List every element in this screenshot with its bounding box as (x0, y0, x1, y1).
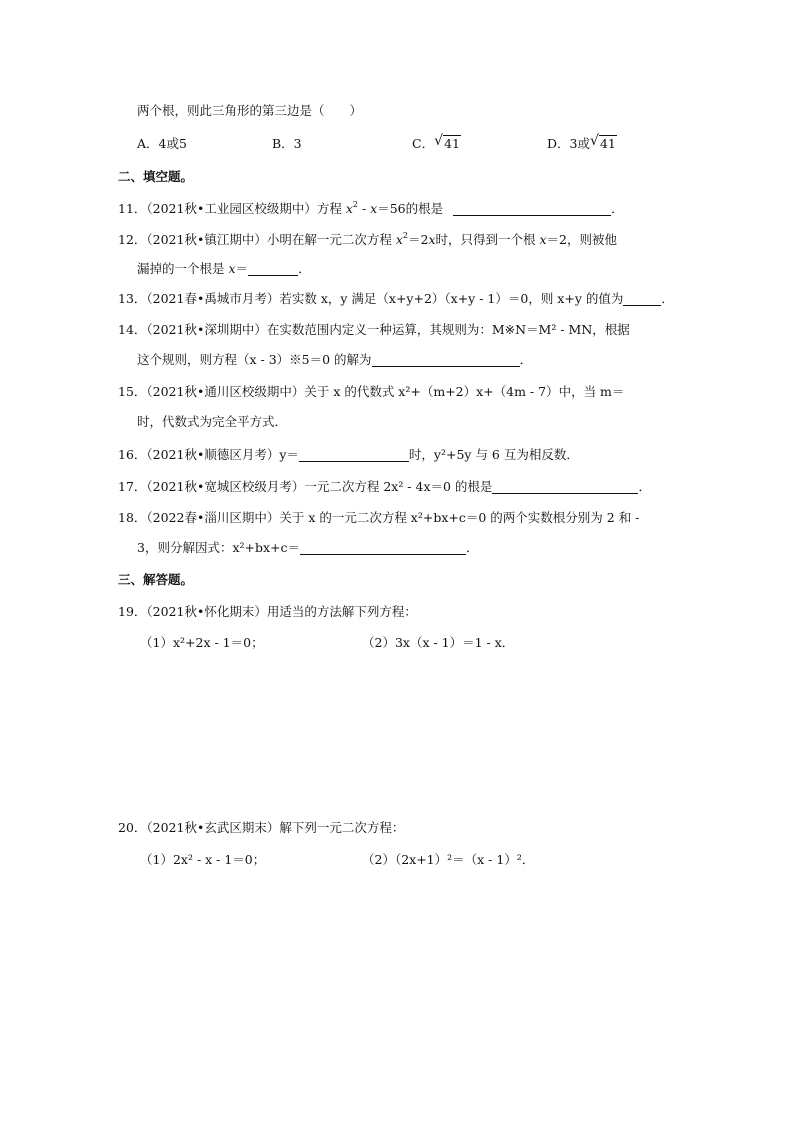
question-15-line-2 (137, 412, 287, 432)
q18-text: 3，则分解因式：x²+bx+c＝ (137, 540, 301, 555)
q12-text-b: ＝2 (407, 232, 429, 247)
sqrt-symbol: √ 41 (434, 133, 460, 151)
q12-var: x (539, 232, 547, 247)
q16-text-a: 16．（2021秋•顺德区月考）y＝ (118, 447, 299, 462)
q12-text-d: ＝2，则被他 (546, 232, 617, 247)
q11-var: x (345, 201, 353, 216)
q10-option-a: A．4或5 (137, 136, 187, 151)
answer-blank[interactable] (623, 291, 661, 306)
question-19-title: 19．（2021秋•怀化期末）用适当的方法解下列方程： (118, 604, 417, 619)
question-19-part-1: （1）x²+2x - 1＝0； (140, 635, 264, 650)
question-14-line-1: 14．（2021秋•深圳期中）在实数范围内定义一种运算，其规则为：M※N＝M² - MN，根据 (118, 322, 630, 337)
answer-blank[interactable] (300, 540, 466, 555)
q13-text: 13．（2021春•禹城市月考）若实数 x，y 满足（x+y+2）（x+y - 1）＝0，则 x+y 的值为 (118, 291, 624, 306)
question-14-line-2 (137, 350, 532, 370)
q12-var: x (428, 232, 436, 247)
q12-var: x (228, 261, 236, 276)
q10-option-d-radicand: 41 (599, 136, 616, 151)
q12-text-e: 漏掉的一个根是 (137, 261, 229, 276)
question-19-part-2: （2）3x（x - 1）＝1 - x． (362, 635, 515, 650)
sqrt-symbol: √ 41 (589, 133, 616, 151)
section-fill-in-heading: 二、填空题。 (118, 169, 194, 184)
answer-blank[interactable] (372, 352, 520, 367)
question-18-line-1: 18．（2022春•淄川区期中）关于 x 的一元二次方程 x²+bx+c＝0 的两个实数根分别为 2 和 - (118, 510, 640, 525)
q10-option-d-label: D．3或 (547, 136, 590, 151)
q12-text-c: 时，只得到一个根 (435, 232, 540, 247)
question-12-line-1 (118, 230, 617, 250)
question-20-part-1: （1）2x² - x - 1＝0； (140, 852, 266, 867)
q11-text-c: ＝56的根是 (377, 201, 444, 216)
q15-text: 时，代数式为完全平方式． (137, 414, 288, 429)
q11-end: ． (611, 201, 624, 216)
q12-exponent: 2 (402, 231, 408, 240)
question-20-part-2: （2）（2x+1）²＝（x - 1）²． (362, 852, 535, 867)
question-13 (118, 289, 674, 309)
question-20-title: 20．（2021秋•玄武区期末）解下列一元二次方程： (118, 820, 405, 835)
q12-end: ． (298, 261, 311, 276)
q14-end: ． (519, 352, 533, 367)
q10-option-c-radicand: 41 (444, 136, 460, 151)
question-16 (118, 445, 579, 465)
q17-text: 17．（2021秋•宽城区校级月考）一元二次方程 2x² - 4x＝0 的根是 (118, 479, 493, 494)
question-15-line-1: 15．（2021秋•通川区校级期中）关于 x 的代数式 x²+（m+2）x+（4m - 7）中，当 m＝ (118, 384, 625, 399)
question-11 (118, 199, 624, 219)
q12-text-a: 12．（2021秋•镇江期中）小明在解一元二次方程 (118, 232, 396, 247)
q11-text-a: 11．（2021秋•工业园区校级期中）方程 (118, 201, 346, 216)
q10-continuation: 两个根，则此三角形的第三边是（ ） (137, 103, 363, 118)
answer-blank[interactable] (453, 201, 611, 216)
q11-var: x (370, 201, 378, 216)
section-solve-heading: 三、解答题。 (118, 572, 194, 587)
answer-blank[interactable] (492, 479, 638, 494)
question-17 (118, 477, 651, 497)
q18-end: ． (466, 540, 479, 555)
question-18-line-2 (137, 538, 479, 558)
q12-var: x (395, 232, 403, 247)
q14-text: 这个规则，则方程（x - 3）※5＝0 的解为 (137, 352, 372, 367)
q17-end: ． (638, 479, 651, 494)
q10-option-c (412, 134, 461, 154)
answer-blank[interactable] (248, 261, 298, 276)
q12-text-f: ＝ (235, 261, 249, 276)
question-12-line-2 (137, 259, 311, 279)
q10-option-c-label: C． (412, 136, 435, 151)
q11-exponent: 2 (352, 200, 358, 209)
q11-text-b: - (357, 201, 371, 216)
q16-text-b: 时，y²+5y 与 6 互为相反数． (408, 447, 579, 462)
answer-blank[interactable] (299, 447, 409, 462)
q10-option-d (547, 134, 617, 154)
q10-option-b: B．3 (272, 136, 302, 151)
q13-end: ． (661, 291, 674, 306)
